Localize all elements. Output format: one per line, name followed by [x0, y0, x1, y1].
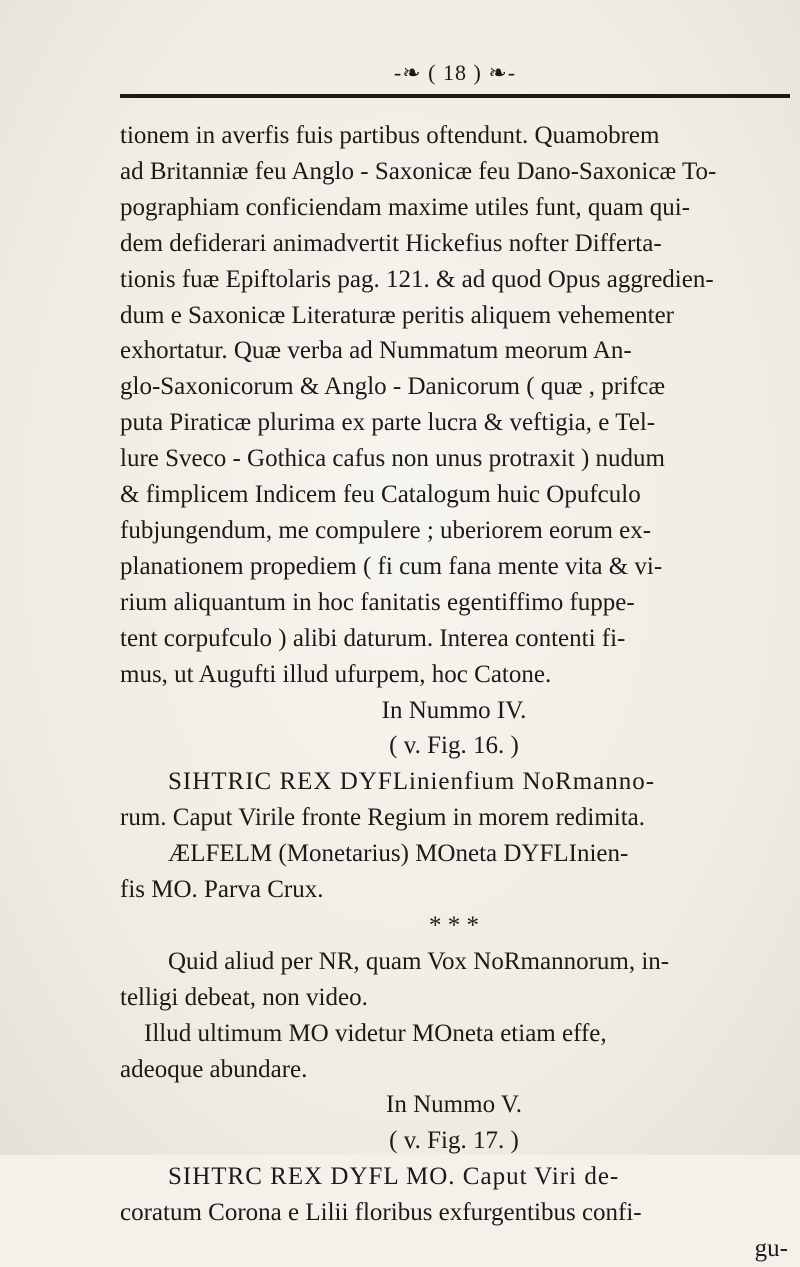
text-line: rium aliquantum in hoc fanitatis egentiffimo fuppe-	[120, 588, 635, 616]
text-line: puta Piraticæ plurima ex parte lucra & veftigia, e Tel-	[120, 409, 656, 437]
nummus-iv-legend: fis MO. Parva Crux.	[120, 876, 324, 904]
text-line: tionem in averfis fuis partibus oftendunt. Quamobrem	[120, 122, 660, 149]
nummus-v-legend: coratum Corona e Lilii floribus exfurgentibus confi-	[120, 1199, 642, 1227]
commentary-line: Quid aliud per NR, quam Vox NoRmannorum, in-	[168, 947, 670, 975]
text-line: tionis fuæ Epiftolaris pag. 121. & ad quod Opus aggredien-	[120, 265, 714, 293]
text-line: fubjungendum, me compulere ; uberiorem eorum ex-	[120, 516, 652, 544]
page-number: -❧ ( 18 ) ❧-	[393, 60, 517, 85]
section-ornament-stars: * * *	[429, 911, 479, 939]
text-line: glo-Saxonicorum & Anglo - Danicorum ( quæ , prifcæ	[120, 373, 666, 401]
text-line: tent corpufculo ) alibi daturum. Interea contenti fi-	[120, 624, 626, 652]
nummus-v-figure-ref: ( v. Fig. 17. )	[389, 1127, 519, 1155]
text-line: planationem propediem ( fi cum fana mente vita & vi-	[120, 552, 663, 580]
nummus-iv-legend: SIHTRIC REX DYFLinienfium NoRmanno-	[168, 768, 656, 796]
nummus-v-title: In Nummo V.	[386, 1091, 522, 1119]
text-line: pographiam conficiendam maxime utiles funt, quam qui-	[120, 193, 690, 221]
body-text	[120, 118, 788, 1267]
commentary-line: Illud ultimum MO videtur MOneta etiam effe,	[144, 1019, 607, 1047]
nummus-v-legend: SIHTRC REX DYFL MO. Caput Viri de-	[168, 1163, 620, 1191]
commentary-line: telligi debeat, non video.	[120, 983, 368, 1011]
nummus-iv-legend: rum. Caput Virile fronte Regium in morem redimita.	[120, 804, 646, 832]
text-line: exhortatur. Quæ verba ad Nummatum meorum An-	[120, 337, 632, 365]
text-line: dum e Saxonicæ Literaturæ peritis aliquem vehementer	[120, 301, 675, 329]
text-line: ad Britanniæ feu Anglo - Saxonicæ feu Dano-Saxonicæ To-	[120, 157, 717, 185]
nummus-iv-figure-ref: ( v. Fig. 16. )	[389, 732, 519, 760]
text-line: lure Sveco - Gothica cafus non unus protraxit ) nudum	[120, 445, 666, 473]
nummus-iv-title: In Nummo IV.	[381, 696, 527, 724]
text-line: dem defiderari animadvertit Hickefius nofter Differta-	[120, 229, 662, 257]
page-header	[120, 60, 790, 100]
commentary-line: adeoque abundare.	[120, 1055, 308, 1083]
header-rule	[120, 94, 790, 98]
text-line: mus, ut Augufti illud ufurpem, hoc Catone.	[120, 660, 552, 688]
catchword: gu-	[754, 1235, 788, 1263]
nummus-iv-legend: ÆLFELM (Monetarius) MOneta DYFLInien-	[168, 840, 629, 868]
text-line: & fimplicem Indicem feu Catalogum huic Opufculo	[120, 481, 641, 509]
